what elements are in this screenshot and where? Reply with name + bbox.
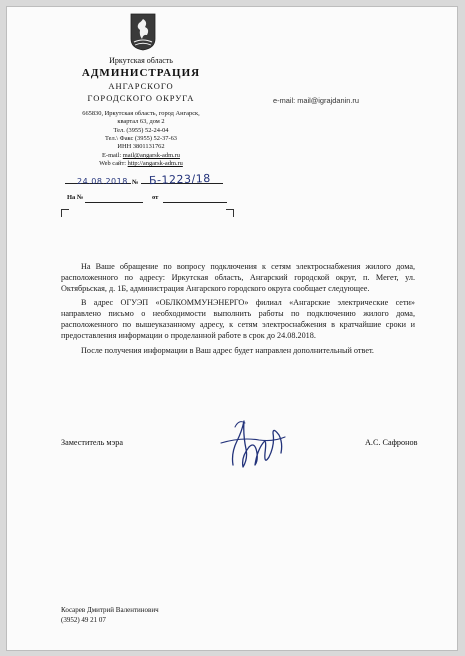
website-link[interactable]: http://angarsk-adm.ru [127, 160, 183, 167]
handwritten-signature [213, 413, 291, 475]
phone-line: Тел. (3955) 52-24-04 [113, 127, 169, 134]
organization-title: АДМИНИСТРАЦИЯ [81, 67, 201, 79]
fax-line: Тел.\ Факс (3955) 52-37-63 [105, 135, 177, 142]
organization-subtitle-2: ГОРОДСКОГО ОКРУГА [87, 93, 195, 103]
reference-number-underline [85, 202, 143, 203]
body-paragraph-3: После получения информации в Ваш адрес будет направлен дополнительный ответ. [81, 345, 374, 355]
registration-number: Б-1223/18 [148, 171, 211, 188]
coat-of-arms-icon [130, 13, 156, 51]
reference-date-underline [163, 202, 227, 203]
website-label: Web сайт: [99, 160, 128, 167]
executor-name: Косарев Дмитрий Валентинович [61, 606, 159, 614]
letter-body [61, 262, 415, 360]
body-paragraph-2: В адрес ОГУЭП «ОБЛКОММУНЭНЕРГО» филиал «Ангарские электрические сети» направлено письмо о необходимости выполнить работы по подключению жилого дома, расположенного по вышеуказанному адресу, к сетям электроснабжения в кратчайшие сроки и предоставления информации о проделанной работе в срок до 24.08.2018. [61, 298, 415, 340]
email-label: E-mail: [102, 152, 123, 159]
address-corner-right [226, 209, 234, 217]
letter-page [6, 6, 458, 651]
body-paragraph-1: На Ваше обращение по вопросу подключения к сетям электроснабжения жилого дома, расположенного по адресу: Иркутская область, Ангарский городской округ, п. Мегет, ул. Октябрьская, д. 1Б, администрация Ангарского городского округа сообщает следующее. [61, 262, 415, 293]
organization-subtitle-1: АНГАРСКОГО [108, 81, 174, 91]
reference-number-label: На № [67, 194, 84, 201]
address-line-2: квартал 63, дом 2 [117, 118, 165, 125]
reference-date-label: от [152, 194, 159, 201]
number-symbol: № [132, 179, 139, 186]
signatory-name: А.С. Сафронов [365, 438, 418, 447]
email-line [51, 152, 231, 159]
region-name: Иркутская область [109, 56, 173, 65]
address-corner-left [61, 209, 69, 217]
website-line [51, 160, 231, 167]
registration-date: 24.08.2018 [77, 177, 128, 186]
address-line-1: 665830, Иркутская область, город Ангарск, [82, 110, 200, 117]
signatory-title: Заместитель мэра [61, 438, 123, 447]
recipient-email: e-mail: mail@igrajdanin.ru [273, 96, 359, 105]
executor-phone: (3952) 49 21 07 [61, 616, 106, 624]
inn-line: ИНН 3801131762 [117, 143, 165, 150]
email-link[interactable]: mail@angarsk-adm.ru [122, 152, 180, 159]
